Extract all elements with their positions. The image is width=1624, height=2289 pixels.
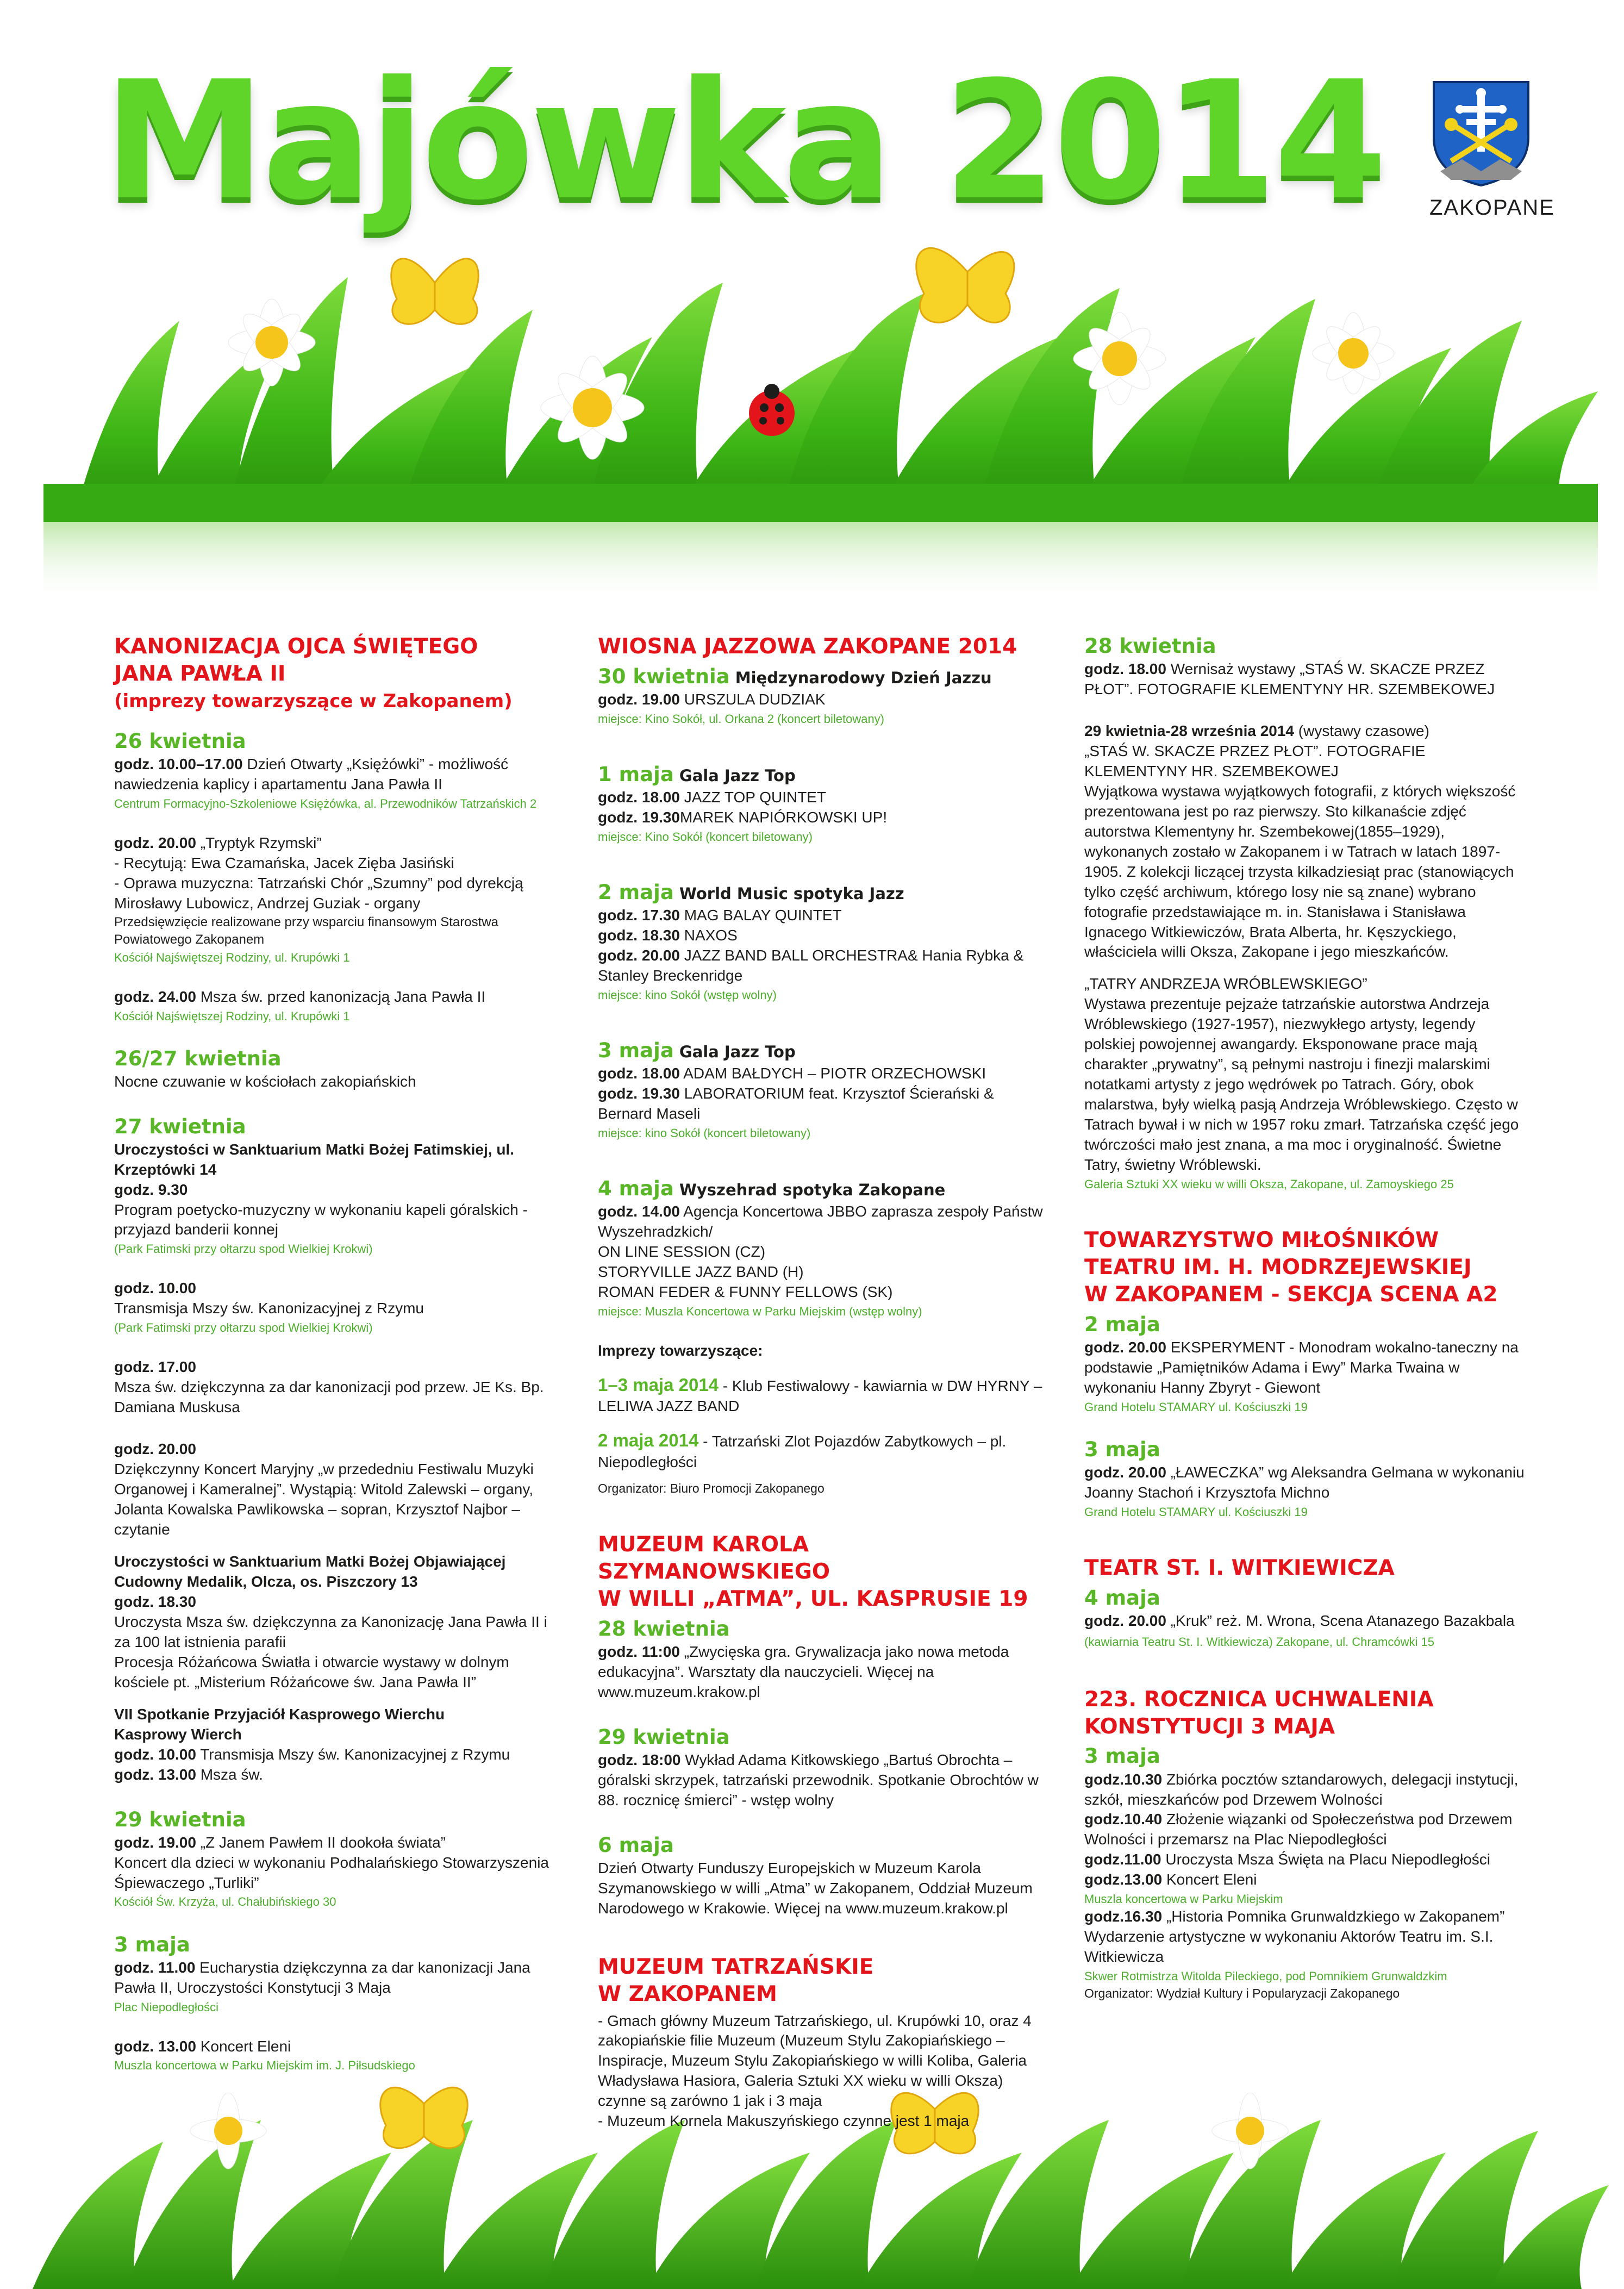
coat-of-arms-icon: [1429, 79, 1533, 188]
event-description: (wystawy czasowe): [1294, 722, 1429, 739]
event-time: godz. 20.00: [1084, 1338, 1166, 1356]
event-description: - Tatrzański Zlot Pojazdów Zabytkowych – pl. Niepodległości: [598, 1433, 1007, 1470]
event-time: godz.10.30: [1084, 1770, 1163, 1788]
poster-title: Majówka 2014: [103, 46, 1384, 236]
date-label: 2 maja 2014: [598, 1430, 699, 1451]
event-description: NAXOS: [679, 927, 738, 944]
event-time: godz. 11.00: [114, 1959, 196, 1976]
event-description: „Tryptyk Rzymski”: [196, 834, 322, 852]
event-text: Transmisja Mszy św. Kanonizacyjnej z Rzymu: [114, 1300, 424, 1317]
exhibition-title: „STAŚ W. SKACZE PRZEZ PŁOT”. FOTOGRAFIE KLEMENTYNY HR. SZEMBEKOWEJ: [1084, 742, 1426, 779]
event-time: godz. 18.30: [598, 927, 680, 944]
event-text: [1084, 659, 1530, 700]
organizer-note: Organizator: Biuro Promocji Zakopanego: [598, 1481, 825, 1495]
date-label: 30 kwietnia: [598, 664, 730, 688]
date-heading: 6 maja: [598, 1833, 674, 1857]
date-label: 3 maja: [598, 1038, 674, 1062]
event-time: godz.11.00: [1084, 1851, 1161, 1868]
event-text: [598, 1202, 1044, 1242]
event-time: godz. 19.30: [598, 809, 680, 826]
event-description: „Kruk” reż. M. Wrona, Scena Atanazego Bazakbala: [1166, 1612, 1515, 1629]
event-description: URSZULA DUDZIAK: [679, 691, 826, 708]
exhibition-description: Wystawa prezentuje pejzaże tatrzańskie autorstwa Andrzeja Wróblewskiego (1927-1957), niezwykłego artysty, legendy polskiej powojennej awangardy. Eksponowane prace mają charakter „prywatny”, są pełnymi nastroju i finezji malarskimi notatkami artysty z jego wędrówek po Tatrach. Góry, obok malarstwa, były wielką pasją Andrzeja Wróblewskiego. Często w Tatrach bywał i w nich w 1957 roku zmarł. Tatrzańska część jego twórczości mało jest znana, a ma moc i oryginalność. Świetne Tatry, świetny Wróblewski.: [1084, 995, 1519, 1174]
event-text: - Muzeum Kornela Makuszyńskiego czynne jest 1 maja: [598, 2112, 970, 2130]
event-title: Wyszehrad spotyka Zakopane: [673, 1180, 946, 1199]
heading-line: W WILLI „ATMA”, UL. KASPRUSIE 19: [598, 1586, 1028, 1611]
column-left: [114, 633, 560, 2074]
date-heading: [598, 1176, 1044, 1202]
event-text: Dzień Otwarty Funduszy Europejskich w Muzeum Karola Szymanowskiego w willi „Atma” w Zakopanem, Oddział Muzeum Narodowego w Krakowie. Więcej na www.muzeum.krakow.pl: [598, 1859, 1033, 1917]
heading-line: 223. ROCZNICA UCHWALENIA: [1084, 1687, 1434, 1712]
event-text: - Gmach główny Muzeum Tatrzańskiego, ul. Krupówki 10, oraz 4 zakopiańskie filie Muzeum (Muzeum Stylu Zakopiańskiego – Inspiracje, Muzeum Stylu Zakopiańskiego w willi Koliba, Galeria Władysława Hasiora, Galeria Sztuki XX wieku w willi Oksza) czynne są zarówno 1 jak i 3 maja: [598, 2012, 1032, 2110]
event-text: [598, 808, 1044, 828]
event-venue: Kościół Najświętszej Rodziny, ul. Krupówki 1: [114, 950, 350, 964]
event-text: [1084, 1870, 1530, 1890]
event-place-heading: Uroczystości w Sanktuarium Matki Bożej Fatimskiej, ul. Krzeptówki 14: [114, 1140, 514, 1178]
date-label: 4 maja: [598, 1176, 674, 1200]
event-text: Dziękczynny Koncert Maryjny „w przededniu Festiwalu Muzyki Organowej i Kameralnej”. Wystąpią: Witold Zalewski – organy, Jolanta Kowalska Pawlikowska – sopran, Krzysztof Najbor – czytanie: [114, 1461, 534, 1538]
section-heading-modrzejewska: [1084, 1227, 1530, 1308]
heading-line: KONSTYTUCJI 3 MAJA: [1084, 1714, 1335, 1739]
event-venue: Galeria Sztuki XX wieku w willi Oksza, Zakopane, ul. Zamoyskiego 25: [1084, 1177, 1454, 1191]
event-place-heading: VII Spotkanie Przyjaciół Kasprowego Wierchu: [114, 1705, 445, 1723]
event-text: Uroczysta Msza św. dziękczynna za Kanonizację Jana Pawła II i za 100 lat istnienia parafii: [114, 1613, 547, 1650]
event-venue: (kawiarnia Teatru St. I. Witkiewicza) Zakopane, ul. Chramcówki 15: [1084, 1635, 1434, 1649]
date-heading: [598, 664, 1044, 690]
grass-blades: [33, 2120, 1609, 2289]
event-text: [598, 1429, 1044, 1473]
event-time: godz. 20.00: [598, 947, 680, 964]
event-venue: (Park Fatimski przy ołtarzu spod Wielkiej Krokwi): [114, 1242, 373, 1256]
date-heading: [598, 880, 1044, 906]
event-text: [598, 1084, 1044, 1124]
date-label: 1 maja: [598, 762, 674, 786]
exhibition-dates: 29 kwietnia-28 września 2014: [1084, 722, 1294, 739]
heading-line: W ZAKOPANEM: [598, 1981, 777, 2006]
event-text: - Recytują: Ewa Czamańska, Jacek Zięba Jasiński: [114, 855, 454, 872]
event-venue: Kościół Najświętszej Rodziny, ul. Krupówki 1: [114, 1009, 350, 1023]
event-place-heading: Uroczystości w Sanktuarium Matki Bożej Objawiającej Cudowny Medalik, Olcza, os. Piszczory 13: [114, 1553, 506, 1590]
event-time: godz. 18.00: [598, 789, 680, 806]
event-time: godz. 20.00: [1084, 1463, 1166, 1481]
side-events-label: Imprezy towarzyszące:: [598, 1342, 763, 1359]
event-time: godz. 18.00: [598, 1065, 680, 1082]
event-text: [114, 1765, 560, 1785]
event-title: Gala Jazz Top: [673, 766, 796, 785]
date-heading: [598, 1038, 1044, 1064]
event-text: Procesja Różańcowa Światła i otwarcie wystawy w dolnym kościele pt. „Misterium Różańcowe św. Jana Pawła II”: [114, 1653, 509, 1691]
heading-line: JANA PAWŁA II: [114, 661, 286, 686]
exhibition-title: „TATRY ANDRZEJA WRÓBLEWSKIEGO”: [1084, 975, 1367, 993]
event-description: Wernisaż wystawy „STAŚ W. SKACZE PRZEZ PŁOT”. FOTOGRAFIE KLEMENTYNY HR. SZEMBEKOWEJ: [1084, 660, 1495, 698]
date-label: 2 maja: [598, 881, 674, 905]
event-text: [598, 788, 1044, 808]
event-text: Wydarzenie artystyczne w wykonaniu Aktorów Teatru im. S.I. Witkiewicza: [1084, 1928, 1494, 1966]
heading-line: TOWARZYSTWO MIŁOŚNIKÓW: [1084, 1228, 1439, 1252]
event-description: Eucharystia dziękczynna za dar kanonizacji Jana Pawła II, Uroczystości Konstytucji 3 Maja: [114, 1959, 530, 1996]
event-time: godz. 18.00: [1084, 660, 1166, 678]
section-heading-muzeum-tatrzanskie: [598, 1954, 1044, 2008]
event-time: godz. 10.00: [114, 1280, 196, 1297]
event-text: [598, 690, 1044, 710]
event-venue: miejsce: kino Sokół (koncert biletowany): [598, 1126, 811, 1140]
event-venue: miejsce: Muszla Koncertowa w Parku Miejskim (wstęp wolny): [598, 1304, 922, 1318]
event-text: [114, 1745, 560, 1765]
event-time: godz. 20.00: [114, 834, 196, 852]
event-text: [1084, 721, 1530, 741]
event-text: ON LINE SESSION (CZ): [598, 1243, 766, 1260]
event-time: godz. 13.00: [114, 1766, 196, 1783]
event-venue: Centrum Formacyjno-Szkoleniowe Księżówka, al. Przewodników Tatrzańskich 2: [114, 797, 537, 811]
event-venue: miejsce: kino Sokół (wstęp wolny): [598, 988, 777, 1002]
section-subheading: (imprezy towarzyszące w Zakopanem): [114, 690, 513, 712]
organizer-note: Organizator: Wydział Kultury i Popularyzacji Zakopanego: [1084, 1986, 1400, 2001]
event-text: [598, 946, 1044, 986]
event-time: godz. 19.00: [598, 691, 680, 708]
date-heading: 3 maja: [1084, 1437, 1160, 1461]
event-description: „Historia Pomnika Grunwaldzkiego w Zakopanem”: [1162, 1908, 1505, 1925]
event-venue: Muszla koncertowa w Parku Miejskim im. J. Piłsudskiego: [114, 2059, 415, 2073]
event-text: [114, 1833, 560, 1853]
date-heading: 29 kwietnia: [114, 1807, 246, 1831]
event-description: JAZZ BAND BALL ORCHESTRA& Hania Rybka & Stanley Breckenridge: [598, 947, 1024, 984]
event-venue: Grand Hotelu STAMARY ul. Kościuszki 19: [1084, 1505, 1308, 1519]
event-text: [1084, 1810, 1530, 1850]
event-text: [598, 1064, 1044, 1084]
event-time: godz. 10.00–17.00: [114, 756, 243, 773]
section-heading-kanonizacja: [114, 633, 560, 688]
column-right: [1084, 633, 1530, 2002]
event-description: EKSPERYMENT - Monodram wokalno-taneczny na podstawie „Pamiętników Adama i Ewy” Marka Twaina w wykonaniu Hanny Zbyryt - Giewont: [1084, 1338, 1519, 1396]
date-heading: 3 maja: [1084, 1744, 1160, 1768]
event-venue: (Park Fatimski przy ołtarzu spod Wielkiej Krokwi): [114, 1321, 373, 1335]
section-heading-jazz: WIOSNA JAZZOWA ZAKOPANE 2014: [598, 634, 1017, 659]
event-place-heading: Kasprowy Wierch: [114, 1725, 242, 1743]
event-time: godz. 10.00: [114, 1745, 196, 1763]
event-text: [114, 1958, 560, 1998]
event-description: Dzień Otwarty „Księżówki” - możliwość nawiedzenia kaplicy i apartamentu Jana Pawła II: [114, 756, 509, 793]
heading-line: MUZEUM KAROLA SZYMANOWSKIEGO: [598, 1532, 830, 1585]
event-description: MAG BALAY QUINTET: [679, 907, 842, 924]
event-text: Koncert dla dzieci w wykonaniu Podhalańskiego Stowarzyszenia Śpiewaczego „Turliki”: [114, 1854, 549, 1891]
event-time: godz. 20.00: [114, 1440, 196, 1458]
event-text: [1084, 1338, 1530, 1398]
event-time: godz. 17.00: [114, 1358, 196, 1376]
exhibition-description: Wyjątkowa wystawa wyjątkowych fotografii, z których większość prezentowana jest po raz pierwszy. Sto kilkanaście zdjęć autorstwa Klementyny hr. Szembekowej(1855–1929), wykonanych zostało w Zakopanem i w Tatrach w latach 1897-1905. Z kolekcji liczącej trzysta kilkadziesiąt prac (stanowiących tylko część archiwum, którego losy nie są znane) wybrano fotografie przedstawiające m. in. Stanisława i Stanisława Ignacego Witkiewiczów, Brata Alberta, hr. Kęszyckiego, właściciela willi Oksza, Zakopane i jego mieszkańców.: [1084, 782, 1516, 960]
event-time: godz. 14.00: [598, 1203, 680, 1220]
event-time: godz. 18.30: [114, 1593, 196, 1610]
event-description: Transmisja Mszy św. Kanonizacyjnej z Rzymu: [196, 1745, 510, 1763]
event-description: JAZZ TOP QUINTET: [679, 789, 827, 806]
event-text: [598, 1750, 1044, 1811]
event-description: „Z Janem Pawłem II dookoła świata”: [196, 1833, 446, 1851]
event-time: godz. 19.30: [598, 1085, 680, 1102]
event-time: godz. 17.30: [598, 907, 680, 924]
date-heading: 4 maja: [1084, 1586, 1160, 1610]
event-text: Nocne czuwanie w kościołach zakopiańskich: [114, 1072, 416, 1090]
event-description: „Zwycięska gra. Grywalizacja jako nowa metoda edukacyjna”. Warsztaty dla nauczycieli. Więcej na www.muzeum.krakow.pl: [598, 1643, 1009, 1700]
event-text: [598, 1642, 1044, 1702]
event-text: [1084, 1850, 1530, 1870]
date-heading: [598, 762, 1044, 788]
heading-line: MUZEUM TATRZAŃSKIE: [598, 1954, 874, 1979]
event-description: Msza św. przed kanonizacją Jana Pawła II: [196, 988, 486, 1005]
event-title: Gala Jazz Top: [673, 1042, 796, 1061]
event-venue: miejsce: Kino Sokół (koncert biletowany): [598, 829, 813, 844]
date-heading: 28 kwietnia: [598, 1617, 730, 1641]
event-text: [1084, 1611, 1530, 1651]
event-text: [114, 833, 560, 853]
grass-reflection: [43, 522, 1598, 603]
heading-line: KANONIZACJA OJCA ŚWIĘTEGO: [114, 634, 478, 659]
event-time: godz.16.30: [1084, 1908, 1163, 1925]
date-label: 1–3 maja 2014: [598, 1374, 719, 1395]
event-time: godz.13.00: [1084, 1871, 1163, 1888]
event-description: - Klub Festiwalowy - kawiarnia w DW HYRNY – LELIWA JAZZ BAND: [598, 1377, 1042, 1415]
date-heading: 26 kwietnia: [114, 729, 246, 753]
event-text: [598, 1373, 1044, 1417]
date-heading: 3 maja: [114, 1932, 190, 1956]
coat-of-arms: [1429, 79, 1555, 220]
event-text: [1084, 1907, 1530, 1927]
event-time: godz. 9.30: [114, 1181, 188, 1198]
event-text: STORYVILLE JAZZ BAND (H): [598, 1263, 804, 1280]
event-description: „ŁAWECZKA” wg Aleksandra Gelmana w wykonaniu Joanny Stachoń i Krzysztofa Michno: [1084, 1463, 1525, 1501]
event-title: World Music spotyka Jazz: [673, 884, 904, 903]
event-time: godz. 13.00: [114, 2037, 196, 2055]
event-venue: Grand Hotelu STAMARY ul. Kościuszki 19: [1084, 1400, 1308, 1414]
date-heading: 29 kwietnia: [598, 1725, 730, 1749]
date-heading: 27 kwietnia: [114, 1114, 246, 1138]
date-heading: 28 kwietnia: [1084, 634, 1216, 658]
top-grass-illustration: [0, 228, 1624, 609]
event-description: Uroczysta Msza Święta na Placu Niepodległości: [1161, 1851, 1491, 1868]
event-venue: miejsce: Kino Sokół, ul. Orkana 2 (koncert biletowany): [598, 712, 885, 726]
event-description: LABORATORIUM feat. Krzysztof Ścierański & Bernard Maseli: [598, 1085, 994, 1122]
heading-line: W ZAKOPANEM - SEKCJA SCENA A2: [1084, 1282, 1498, 1307]
event-description: Agencja Koncertowa JBBO zaprasza zespoły Państw Wyszehradzkich/: [598, 1203, 1043, 1240]
column-middle: [598, 633, 1044, 2131]
event-text: Program poetycko-muzyczny w wykonaniu kapeli góralskich - przyjazd banderii konnej: [114, 1201, 528, 1238]
event-text: - Oprawa muzyczna: Tatrzański Chór „Szumny” pod dyrekcją Mirosławy Lubowicz, Andrzej Guziak - organy: [114, 875, 523, 912]
event-text: [1084, 1463, 1530, 1503]
event-text: [114, 987, 560, 1007]
event-text: [598, 906, 1044, 926]
date-heading: 2 maja: [1084, 1312, 1160, 1336]
event-time: godz. 11:00: [598, 1643, 680, 1660]
section-heading-konstytucja: [1084, 1686, 1530, 1741]
event-description: Wykład Adama Kitkowskiego „Bartuś Obrochta – góralski skrzypek, tatrzański przewodnik. Spotkanie Obrochtów w 88. rocznicę śmierci” - wstęp wolny: [598, 1751, 1039, 1808]
event-text: [114, 754, 560, 795]
event-text: [598, 926, 1044, 946]
crest-label: ZAKOPANE: [1429, 196, 1555, 220]
section-heading-szymanowski: [598, 1531, 1044, 1613]
event-description: Koncert Eleni: [1162, 1871, 1257, 1888]
event-description: MAREK NAPIÓRKOWSKI UP!: [679, 809, 888, 826]
event-text: [114, 2037, 560, 2057]
event-description: ADAM BAŁDYCH – PIOTR ORZECHOWSKI: [679, 1065, 986, 1082]
event-time: godz. 20.00: [1084, 1612, 1166, 1629]
event-description: Zbiórka pocztów sztandarowych, delegacji instytucji, szkół, mieszkańców pod Drzewem Wolności: [1084, 1770, 1519, 1808]
event-text: [1084, 1770, 1530, 1810]
event-title: Międzynarodowy Dzień Jazzu: [729, 668, 992, 687]
heading-line: TEATRU IM. H. MODRZEJEWSKIEJ: [1084, 1255, 1472, 1280]
event-time: godz. 19.00: [114, 1833, 196, 1851]
event-venue: Kościół Św. Krzyża, ul. Chałubińskiego 30: [114, 1895, 336, 1909]
event-venue: Skwer Rotmistrza Witolda Pileckiego, pod Pomnikiem Grunwaldzkim: [1084, 1969, 1447, 1984]
section-heading-witkiewicz: TEATR ST. I. WITKIEWICZA: [1084, 1555, 1395, 1580]
date-heading: 26/27 kwietnia: [114, 1046, 282, 1070]
event-time: godz. 18:00: [598, 1751, 681, 1768]
event-venue: Muszla koncertowa w Parku Miejskim: [1084, 1892, 1283, 1906]
event-venue: Plac Niepodległości: [114, 2000, 218, 2014]
event-text: ROMAN FEDER & FUNNY FELLOWS (SK): [598, 1283, 893, 1300]
event-description: Koncert Eleni: [196, 2037, 291, 2055]
event-description: Msza św.: [196, 1766, 263, 1783]
event-description: Złożenie wiązanki od Społeczeństwa pod Drzewem Wolności i przemarsz na Plac Niepodległości: [1084, 1811, 1513, 1848]
event-time: godz.10.40: [1084, 1811, 1163, 1828]
event-time: godz. 24.00: [114, 988, 196, 1005]
event-note: Przedsięwzięcie realizowane przy wsparciu finansowym Starostwa Powiatowego Zakopanem: [114, 915, 498, 947]
event-text: Msza św. dziękczynna za dar kanonizacji pod przew. JE Ks. Bp. Damiana Muskusa: [114, 1379, 544, 1416]
